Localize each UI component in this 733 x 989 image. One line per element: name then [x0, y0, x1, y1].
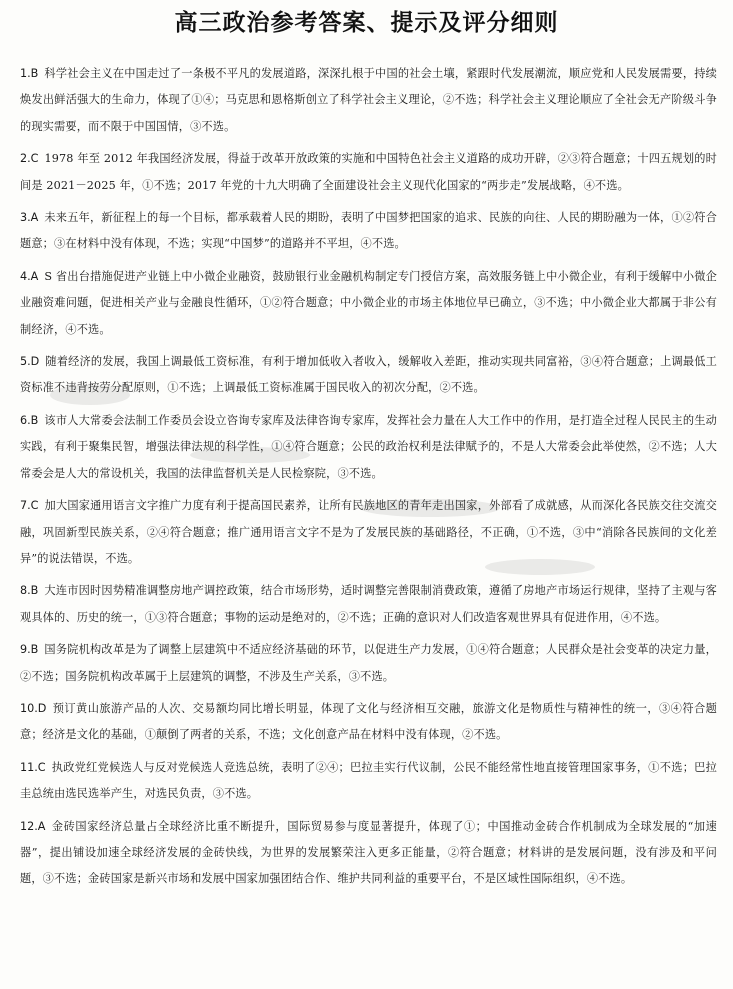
- answer-item-3: [20, 205, 717, 258]
- answer-item-10: [20, 696, 717, 749]
- answer-item-7: [20, 493, 717, 572]
- answer-item-6: [20, 408, 717, 487]
- answer-number: 2.C: [20, 152, 39, 166]
- answer-explanation: 1978 年至 2012 年我国经济发展，得益于改革开放政策的实施和中国特色社会主义道路的成功开辟，②③符合题意；十四五规划的时间是 2021－2025 年，①不选；2017 年党的十九大明确了全面建设社会主义现代化国家的“两步走”发展战略，④不选。: [20, 152, 717, 192]
- answer-item-5: [20, 349, 717, 402]
- page-title: 高三政治参考答案、提示及评分细则: [174, 10, 559, 36]
- answer-number: 4.A: [20, 269, 39, 283]
- answer-explanation: 随着经济的发展，我国上调最低工资标准，有利于增加低收入者收入，缓解收入差距，推动实现共同富裕，③④符合题意；上调最低工资标准不违背按劳分配原则，①不选；上调最低工资标准属于国民收入的初次分配，②不选。: [20, 355, 717, 395]
- answer-number: 8.B: [20, 584, 39, 598]
- answers-list: [20, 61, 717, 899]
- answer-explanation: 大连市因时因势精准调整房地产调控政策，结合市场形势，适时调整完善限制消费政策，遵循了房地产市场运行规律，坚持了主观与客观具体的、历史的统一，①③符合题意；事物的运动是绝对的，②不选；正确的意识对人们改造客观世界具有促进作用，④不选。: [20, 584, 717, 624]
- answer-explanation: 金砖国家经济总量占全球经济比重不断提升，国际贸易参与度显著提升，体现了①；中国推动金砖合作机制成为全球发展的“加速器”，提出铺设加速全球经济发展的金砖快线，为世界的发展繁荣注入更多正能量，②符合题意；材料讲的是发展问题，没有涉及和平问题，③不选；金砖国家是新兴市场和发展中国家加强团结合作、维护共同利益的重要平台，不是区域性国际组织，④不选。: [20, 819, 717, 886]
- answer-number: 12.A: [20, 819, 46, 833]
- answer-item-2: [20, 146, 717, 199]
- answer-item-8: [20, 578, 717, 631]
- answer-explanation: 科学社会主义在中国走过了一条极不平凡的发展道路，深深扎根于中国的社会土壤，紧跟时代发展潮流，顺应党和人民发展需要，持续焕发出鲜活强大的生命力，体现了①④；马克思和恩格斯创立了科学社会主义理论，②不选；科学社会主义理论顺应了全社会无产阶级斗争的现实需要，而不限于中国国情，③不选。: [20, 67, 717, 133]
- answer-number: 1.B: [20, 67, 39, 80]
- answer-number: 6.B: [20, 413, 39, 427]
- answer-item-12: [20, 814, 717, 893]
- answer-number: 9.B: [20, 643, 39, 657]
- answer-number: 7.C: [20, 499, 39, 513]
- answer-explanation: 国务院机构改革是为了调整上层建筑中不适应经济基础的环节，以促进生产力发展，①④符合题意；人民群众是社会变革的决定力量，②不选；国务院机构改革属于上层建筑的调整，不涉及生产关系，③不选。: [20, 643, 717, 683]
- answer-number: 5.D: [20, 355, 40, 369]
- answer-item-9: [20, 637, 717, 690]
- answer-number: 11.C: [20, 760, 46, 774]
- answer-item-4: [20, 264, 717, 343]
- answer-item-11: [20, 755, 717, 808]
- answer-explanation: 未来五年，新征程上的每一个目标，都承载着人民的期盼，表明了中国梦把国家的追求、民族的向往、人民的期盼融为一体，①②符合题意；③在材料中没有体现，不选；实现“中国梦”的道路并不平坦，④不选。: [20, 211, 717, 251]
- answer-explanation: 执政党红党候选人与反对党候选人竞选总统，表明了②④；巴拉圭实行代议制，公民不能经常性地直接管理国家事务，①不选；巴拉圭总统由选民选举产生，对选民负责，③不选。: [20, 760, 717, 801]
- answer-number: 10.D: [20, 701, 47, 715]
- answer-explanation: S 省出台措施促进产业链上中小微企业融资，鼓励银行业金融机构制定专门授信方案，高效服务链上中小微企业，有利于缓解中小微企业融资难问题，促进相关产业与金融良性循环，①②符合题意；中小微企业的市场主体地位早已确立，③不选；中小微企业大都属于非公有制经济，④不选。: [20, 269, 717, 336]
- answer-explanation: 该市人大常委会法制工作委员会设立咨询专家库及法律咨询专家库，发挥社会力量在人大工作中的作用，是打造全过程人民民主的生动实践，有利于聚集民智，增强法律法规的科学性，①④符合题意；公民的政治权利是法律赋予的，不是人大常委会此举使然，②不选；人大常委会是人大的常设机关，我国的法律监督机关是人民检察院，③不选。: [20, 413, 717, 480]
- answer-explanation: 预订黄山旅游产品的人次、交易额均同比增长明显，体现了文化与经济相互交融，旅游文化是物质性与精神性的统一，③④符合题意；经济是文化的基础，①颠倒了两者的关系，不选；文化创意产品在材料中没有体现，②不选。: [20, 701, 717, 742]
- answer-number: 3.A: [20, 211, 39, 225]
- answer-item-1: [20, 61, 717, 140]
- answer-explanation: 加大国家通用语言文字推广力度有利于提高国民素养，让所有民族地区的青年走出国家，外部看了成就感，从而深化各民族交往交流交融，巩固新型民族关系，②④符合题意；推广通用语言文字不是为了发展民族的基础路径，不正确，①不选，③中“消除各民族间的文化差异”的说法错误，不选。: [20, 499, 717, 565]
